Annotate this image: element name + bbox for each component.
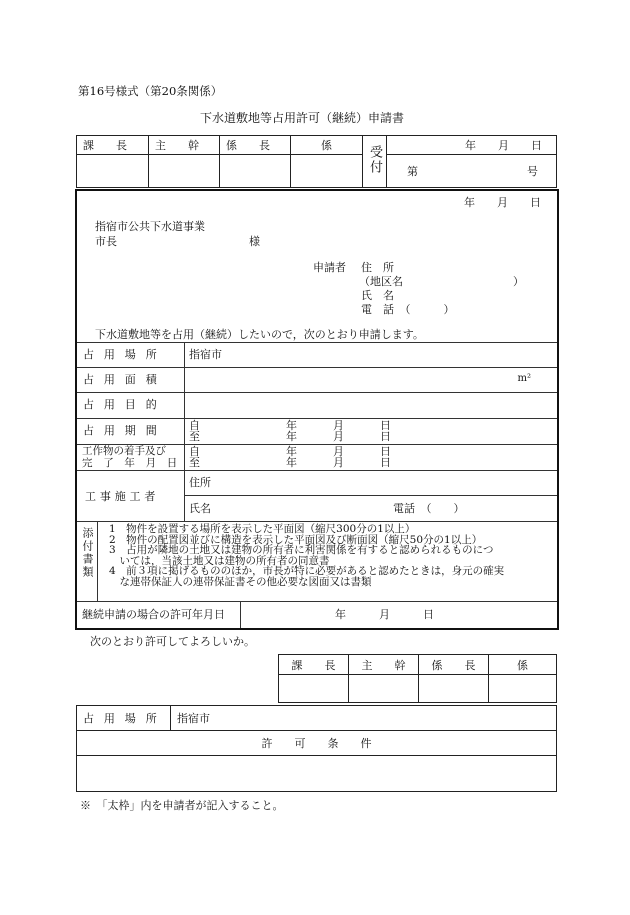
stamp-cell-kacho: 課 長 [279, 655, 349, 675]
contractor-address-label: 住所 [189, 476, 211, 489]
form-title: 下水道敷地等占用許可（継続）申請書 [200, 111, 405, 125]
area-input[interactable] [187, 369, 527, 391]
attachment-item-continued: いては，当該土地又は建物の所有者の同意書 [109, 554, 330, 567]
construction-from-label: 自 [189, 445, 200, 458]
attachment-item: 2 物件の配置図並びに構造を表示した平面図及び断面図（縮尺50分の1以上） [109, 533, 483, 546]
place-label: 占用場所 [83, 348, 167, 361]
approval-place-label: 占用場所 [77, 706, 171, 731]
approval-statement: 次のとおり許可してよろしいか。 [90, 635, 255, 648]
stamp-cell-kacho: 課 長 [77, 136, 149, 155]
applicant-label: 申請者 [313, 261, 346, 274]
place-value[interactable]: 指宿市 [189, 348, 222, 361]
construction-from-year[interactable]: 年 [286, 445, 297, 458]
attachments-list [109, 524, 553, 587]
approval-conditions-table [76, 705, 557, 792]
approval-stamp-table [278, 654, 557, 703]
period-to-year[interactable]: 年 [286, 430, 297, 443]
attachment-item: 4 前３項に掲げるもののほか，市長が特に必要があると認めたときは，身元の確実 [109, 565, 505, 577]
construction-to-year[interactable]: 年 [286, 456, 297, 469]
approval-place-value[interactable]: 指宿市 [171, 706, 557, 731]
stamp-box-kakaricho[interactable] [220, 155, 291, 188]
period-to-label: 至 [189, 430, 200, 443]
stamp-cell-shukan: 主 幹 [149, 136, 220, 155]
contractor-label: 工事施工者 [85, 490, 160, 503]
stamp-box-shukan[interactable] [149, 155, 220, 188]
renewal-date[interactable]: 年 月 日 [335, 608, 434, 621]
area-label: 占用面積 [83, 373, 167, 386]
stamp-box-kacho[interactable] [77, 155, 149, 188]
stamp-box-kakari[interactable] [489, 675, 557, 703]
period-to-day[interactable]: 日 [380, 430, 391, 443]
stamp-box-kakaricho[interactable] [419, 675, 489, 703]
attachments-label: 添付書類 [81, 527, 94, 579]
stamp-cell-kakari: 係 [489, 655, 557, 675]
renewal-label: 継続申請の場合の許可年月日 [82, 608, 225, 621]
conditions-label: 許 可 条 件 [77, 731, 557, 756]
attachment-item: 3 占用が隣地の土地又は建物の所有者に利害関係を有すると認められるものにつ [109, 544, 494, 556]
application-statement: 下水道敷地等を占用（継続）したいので，次のとおり申請します。 [95, 328, 424, 341]
area-unit: m² [517, 373, 531, 384]
construction-label-line-2: 完 了 年 月 日 [82, 457, 181, 469]
approval-header-table [76, 135, 557, 188]
stamp-cell-shukan: 主 幹 [349, 655, 419, 675]
receipt-number[interactable]: 第 号 [387, 155, 557, 188]
applicant-district[interactable]: （地区名 ） [359, 275, 524, 288]
application-frame [75, 189, 559, 630]
applicant-phone-label: 電 話 （ ） [361, 303, 455, 316]
attachment-item: 1 物件を設置する場所を表示した平面図（縮尺300分の1以上） [109, 523, 416, 535]
receipt-date[interactable]: 年 月 日 [387, 136, 557, 155]
attachment-item-continued: な連帯保証人の連帯保証書その他必要な図面又は書類 [109, 575, 372, 588]
receipt-label: 受付 [363, 136, 387, 188]
applicant-address-label: 住 所 [361, 261, 394, 274]
footnote: ※ 「太枠」内を申請者が記入すること。 [80, 799, 284, 812]
construction-to-month[interactable]: 月 [333, 456, 344, 469]
period-to-month[interactable]: 月 [333, 430, 344, 443]
application-date[interactable]: 年 月 日 [464, 196, 541, 209]
addressee-line-1: 指宿市公共下水道事業 [95, 220, 205, 233]
stamp-cell-kakari: 係 [291, 136, 363, 155]
addressee-honorific: 様 [249, 235, 260, 248]
purpose-input[interactable] [187, 394, 547, 416]
construction-from-month[interactable]: 月 [333, 445, 344, 458]
period-from-label: 自 [189, 419, 200, 432]
construction-to-day[interactable]: 日 [380, 456, 391, 469]
period-from-month[interactable]: 月 [333, 419, 344, 432]
stamp-box-kacho[interactable] [279, 675, 349, 703]
stamp-cell-kakaricho: 係 長 [220, 136, 291, 155]
purpose-label: 占用目的 [83, 398, 167, 411]
applicant-name-label: 氏 名 [361, 289, 394, 302]
contractor-name-label: 氏名 [189, 502, 211, 515]
conditions-input[interactable] [77, 756, 557, 792]
form-number: 第16号様式（第20条関係） [78, 84, 223, 98]
addressee-line-2: 市長 [95, 235, 117, 248]
stamp-box-kakari[interactable] [291, 155, 363, 188]
period-from-day[interactable]: 日 [380, 419, 391, 432]
construction-from-day[interactable]: 日 [380, 445, 391, 458]
contractor-phone-label: 電話 （ ） [393, 502, 465, 515]
stamp-cell-kakaricho: 係 長 [419, 655, 489, 675]
construction-to-label: 至 [189, 456, 200, 469]
period-from-year[interactable]: 年 [286, 419, 297, 432]
construction-label-line-1: 工作物の着手及び [82, 445, 166, 457]
period-label: 占用期間 [83, 424, 167, 437]
stamp-box-shukan[interactable] [349, 675, 419, 703]
